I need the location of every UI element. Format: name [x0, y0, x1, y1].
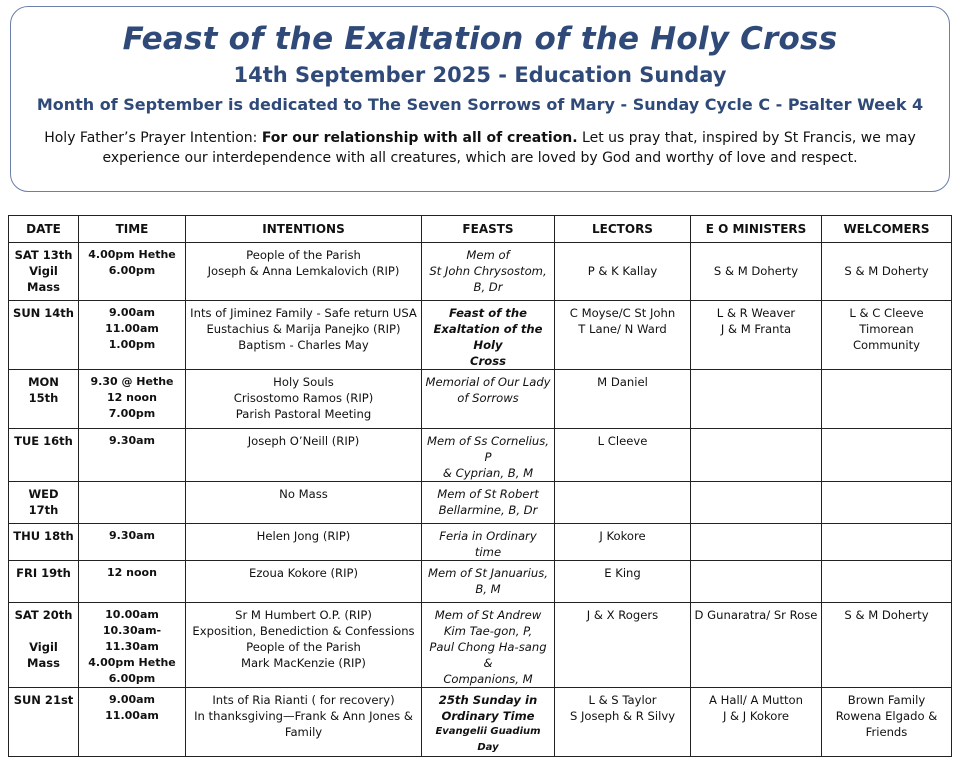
- date-line: WED 17th: [28, 487, 59, 517]
- welcomers-line: Community: [852, 338, 921, 352]
- column-header-eo-ministers: E O MINISTERS: [691, 216, 822, 243]
- feasts-line: Cross: [470, 354, 506, 368]
- eo-ministers-line: A Hall/ A Mutton: [709, 693, 803, 707]
- eo-ministers-cell: [691, 688, 822, 757]
- date-cell: [9, 603, 79, 688]
- time-line: 9.30am: [108, 434, 156, 447]
- intentions-cell: [186, 524, 422, 561]
- time-line: 12 noon: [107, 391, 157, 404]
- date-cell: [9, 429, 79, 482]
- lectors-cell: [555, 561, 691, 603]
- date-line: MON 15th: [28, 375, 59, 405]
- intentions-line: Crisostomo Ramos (RIP): [233, 391, 374, 405]
- date-line: 14th September 2025 - Education Sunday: [233, 63, 727, 87]
- intentions-cell: [186, 370, 422, 429]
- intentions-line: Eustachius & Marija Panejko (RIP): [206, 322, 401, 336]
- table-row: [9, 301, 952, 370]
- time-line: 1.00pm: [108, 338, 156, 351]
- time-line: 6.00pm: [108, 264, 156, 277]
- eo-ministers-cell: [691, 301, 822, 370]
- welcomers-cell: [822, 603, 952, 688]
- date-cell: [9, 482, 79, 524]
- intentions-line: Joseph O’Neill (RIP): [247, 434, 360, 448]
- lectors-line: M Daniel: [597, 375, 648, 389]
- intentions-line: Exposition, Benediction & Confessions: [192, 624, 415, 638]
- table-row: [9, 429, 952, 482]
- feasts-line: Feria in Ordinary time: [439, 529, 537, 559]
- intentions-cell: [186, 482, 422, 524]
- date-line: SUN 21st: [13, 693, 74, 707]
- time-line: 9.00am: [108, 693, 156, 706]
- eo-ministers-cell: [691, 482, 822, 524]
- welcomers-line: [825, 247, 948, 263]
- page-title: Feast of the Exaltation of the Holy Cross: [122, 21, 838, 57]
- mass-roster-table: [8, 215, 952, 757]
- eo-ministers-line: S & M Doherty: [713, 264, 799, 278]
- eo-ministers-line: [694, 247, 818, 263]
- lectors-cell: [555, 603, 691, 688]
- welcomers-cell: [822, 243, 952, 301]
- feasts-line: Mem of Ss Cornelius, P: [426, 434, 549, 464]
- feasts-line: & Cyprian, B, M: [442, 466, 534, 480]
- intentions-line: Family: [284, 725, 323, 739]
- date-line: TUE 16th: [14, 434, 73, 448]
- table-header-row: [9, 216, 952, 243]
- column-header-intentions: INTENTIONS: [186, 216, 422, 243]
- lectors-line: E King: [604, 566, 641, 580]
- feasts-line: Mem of St Januarius,: [428, 566, 548, 580]
- month-dedication-line: Month of September is dedicated to The Seven Sorrows of Mary - Sunday Cycle C - Psalter Week 4: [36, 95, 924, 114]
- lectors-cell: [555, 301, 691, 370]
- lectors-line: J Kokore: [599, 529, 646, 543]
- prayer-intention: [23, 128, 937, 168]
- date-cell: [9, 561, 79, 603]
- welcomers-line: Timorean: [859, 322, 914, 336]
- time-cell: [79, 429, 186, 482]
- time-cell: [79, 482, 186, 524]
- feasts-line: Exaltation of the Holy: [433, 322, 543, 352]
- feasts-line: Mem of St Robert: [437, 487, 539, 501]
- time-cell: [79, 243, 186, 301]
- table-row: [9, 524, 952, 561]
- welcomers-line: Rowena Elgado &: [835, 709, 938, 723]
- prayer-bold: For our relationship with all of creation.: [261, 130, 578, 146]
- intentions-cell: [186, 603, 422, 688]
- lectors-line: C Moyse/C St John: [569, 306, 676, 320]
- date-cell: [9, 301, 79, 370]
- table-row: [9, 370, 952, 429]
- intentions-cell: [186, 561, 422, 603]
- date-cell: [9, 370, 79, 429]
- feasts-line: B, Dr: [473, 280, 503, 294]
- date-cell: [9, 243, 79, 301]
- time-cell: [79, 688, 186, 757]
- time-line: 9.30 @ Hethe: [90, 375, 174, 388]
- table-row: [9, 603, 952, 688]
- time-line: 11.00am: [105, 322, 159, 335]
- time-cell: [79, 524, 186, 561]
- time-line: 9.00am: [108, 306, 156, 319]
- feasts-cell: [422, 429, 555, 482]
- time-line: 12 noon: [107, 566, 157, 579]
- intentions-line: Ints of Ria Rianti ( for recovery): [212, 693, 395, 707]
- eo-ministers-cell: [691, 370, 822, 429]
- welcomers-line: Brown Family: [847, 693, 926, 707]
- date-line: SUN 14th: [13, 306, 74, 320]
- column-header-feasts: FEASTS: [422, 216, 555, 243]
- lectors-cell: [555, 524, 691, 561]
- time-cell: [79, 370, 186, 429]
- eo-ministers-line: D Gunaratra/ Sr Rose: [694, 608, 818, 622]
- date-line: FRI 19th: [16, 566, 71, 580]
- feasts-line: of Sorrows: [457, 391, 519, 405]
- lectors-line: J & X Rogers: [586, 608, 659, 622]
- intentions-line: No Mass: [279, 487, 328, 501]
- date-line: Vigil Mass: [27, 264, 60, 294]
- feasts-line: Mem of: [466, 248, 510, 262]
- eo-ministers-line: J & J Kokore: [722, 709, 790, 723]
- intentions-line: Holy Souls: [273, 375, 334, 389]
- date-line: THU 18th: [13, 529, 74, 543]
- intentions-cell: [186, 429, 422, 482]
- eo-ministers-cell: [691, 524, 822, 561]
- welcomers-line: S & M Doherty: [844, 608, 929, 622]
- column-header-date: DATE: [9, 216, 79, 243]
- time-cell: [79, 301, 186, 370]
- lectors-line: L & S Taylor: [588, 693, 657, 707]
- intentions-cell: [186, 301, 422, 370]
- welcomers-cell: [822, 561, 952, 603]
- feasts-line: B, M: [475, 582, 501, 596]
- feasts-cell: [422, 603, 555, 688]
- eo-ministers-cell: [691, 603, 822, 688]
- date-line: [12, 623, 75, 639]
- welcomers-line: L & C Cleeve: [849, 306, 924, 320]
- welcomers-line: S & M Doherty: [844, 264, 929, 278]
- feasts-line: Kim Tae-gon, P,: [443, 624, 533, 638]
- prayer-rest: Let us pray that, inspired by St Francis, we may experience our interdependence with all creatures, which are loved by God and worthy of love and respect.: [102, 130, 916, 166]
- time-line: 7.00pm: [108, 407, 156, 420]
- column-header-time: TIME: [79, 216, 186, 243]
- eo-ministers-line: L & R Weaver: [716, 306, 796, 320]
- feasts-line: Memorial of Our Lady: [425, 375, 551, 389]
- intentions-line: Mark MacKenzie (RIP): [241, 656, 366, 670]
- time-cell: [79, 603, 186, 688]
- feasts-line: Bellarmine, B, Dr: [438, 503, 538, 517]
- intentions-line: People of the Parish: [246, 248, 361, 262]
- lectors-line: [558, 247, 687, 263]
- feasts-line: 25th Sunday in: [438, 693, 538, 707]
- lectors-cell: [555, 429, 691, 482]
- intentions-line: Ints of Jiminez Family - Safe return USA: [190, 306, 417, 320]
- lectors-line: T Lane/ N Ward: [578, 322, 667, 336]
- feasts-cell: [422, 688, 555, 757]
- feasts-line: Paul Chong Ha-sang &: [429, 640, 547, 670]
- table-row: [9, 243, 952, 301]
- feasts-cell: [422, 482, 555, 524]
- intentions-line: Sr M Humbert O.P. (RIP): [235, 608, 372, 622]
- welcomers-cell: [822, 370, 952, 429]
- welcomers-cell: [822, 688, 952, 757]
- column-header-welcomers: WELCOMERS: [822, 216, 952, 243]
- feasts-line: St John Chrysostom,: [429, 264, 547, 278]
- lectors-cell: [555, 370, 691, 429]
- feasts-line: Companions, M: [443, 672, 533, 686]
- lectors-cell: [555, 243, 691, 301]
- eo-ministers-cell: [691, 243, 822, 301]
- table-row: [9, 561, 952, 603]
- intentions-line: Helen Jong (RIP): [256, 529, 351, 543]
- feasts-line: Evangelii Guadium Day: [435, 726, 541, 753]
- feasts-line: Mem of St Andrew: [434, 608, 542, 622]
- eo-ministers-cell: [691, 429, 822, 482]
- intentions-cell: [186, 688, 422, 757]
- table-row: [9, 688, 952, 757]
- date-line: SAT 13th: [14, 248, 73, 262]
- time-line: 6.00pm: [108, 672, 156, 685]
- time-line: 10.30am-11.30am: [102, 624, 162, 653]
- feasts-cell: [422, 561, 555, 603]
- lectors-cell: [555, 482, 691, 524]
- intentions-line: Ezoua Kokore (RIP): [249, 566, 358, 580]
- feasts-cell: [422, 243, 555, 301]
- welcomers-cell: [822, 482, 952, 524]
- intentions-line: Parish Pastoral Meeting: [235, 407, 372, 421]
- lectors-cell: [555, 688, 691, 757]
- time-line: 10.00am: [105, 608, 159, 621]
- intentions-cell: [186, 243, 422, 301]
- time-line: 11.00am: [105, 709, 159, 722]
- feasts-cell: [422, 370, 555, 429]
- lectors-line: S Joseph & R Silvy: [569, 709, 676, 723]
- eo-ministers-cell: [691, 561, 822, 603]
- date-line: SAT 20th: [14, 608, 73, 622]
- feasts-line: Feast of the: [449, 306, 527, 320]
- welcomers-cell: [822, 429, 952, 482]
- welcomers-cell: [822, 524, 952, 561]
- eo-ministers-line: J & M Franta: [720, 322, 792, 336]
- time-cell: [79, 561, 186, 603]
- time-line: 9.30am: [108, 529, 156, 542]
- prayer-prefix: Holy Father’s Prayer Intention:: [44, 130, 262, 146]
- feasts-line: Ordinary Time: [441, 709, 535, 723]
- header-box: [10, 6, 950, 192]
- time-line: 4.00pm Hethe: [88, 248, 176, 261]
- date-line: Vigil Mass: [27, 640, 60, 670]
- table-row: [9, 482, 952, 524]
- column-header-lectors: LECTORS: [555, 216, 691, 243]
- lectors-line: P & K Kallay: [587, 264, 658, 278]
- intentions-line: Joseph & Anna Lemkalovich (RIP): [207, 264, 400, 278]
- date-cell: [9, 524, 79, 561]
- intentions-line: Baptism - Charles May: [238, 338, 369, 352]
- welcomers-line: Friends: [865, 725, 908, 739]
- intentions-line: In thanksgiving—Frank & Ann Jones &: [194, 709, 413, 723]
- time-line: 4.00pm Hethe: [88, 656, 176, 669]
- welcomers-cell: [822, 301, 952, 370]
- feasts-cell: [422, 301, 555, 370]
- feasts-cell: [422, 524, 555, 561]
- intentions-line: People of the Parish: [246, 640, 361, 654]
- lectors-line: L Cleeve: [597, 434, 648, 448]
- date-cell: [9, 688, 79, 757]
